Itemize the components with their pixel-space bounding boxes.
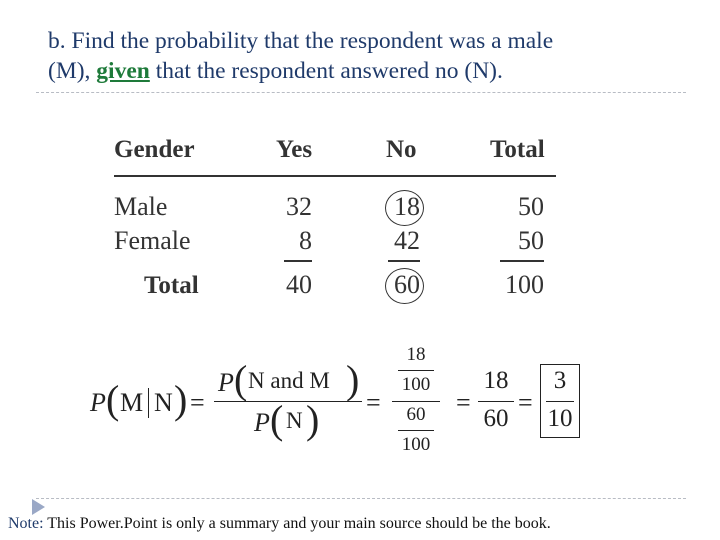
header-yes: Yes [276, 136, 313, 163]
given-bar [148, 388, 149, 418]
cell-male-no: 18 [394, 192, 420, 221]
title-line-2-post: that the respondent answered no (N). [149, 58, 503, 84]
cf-top-bar [398, 370, 434, 371]
title-line-2-pre: (M), [48, 58, 97, 84]
cell-male-yes: 32 [286, 192, 312, 221]
cell-total-total: 100 [505, 270, 544, 299]
footer-note-label: Note: [8, 515, 44, 532]
header-gender: Gender [114, 136, 195, 163]
cf-bottom-den: 100 [401, 434, 431, 455]
cf-main-bar [392, 401, 440, 402]
total-sum-underline [500, 260, 544, 262]
cell-female-yes: 8 [299, 226, 312, 255]
highlight-circle-male-no [385, 190, 424, 226]
given-keyword: given [96, 58, 150, 84]
numerator-p: P [218, 368, 234, 397]
equals-2: = [366, 388, 381, 417]
cf-top-num: 18 [406, 344, 426, 365]
lhs-open-paren: ( [106, 377, 120, 422]
simplified-den: 60 [483, 405, 509, 432]
answer-bar [546, 401, 574, 402]
denominator-p: P [254, 408, 270, 437]
cell-total-yes: 40 [286, 270, 312, 299]
equals-4: = [518, 388, 533, 417]
yes-sum-underline [284, 260, 312, 262]
cell-female-no: 42 [394, 226, 420, 255]
no-sum-underline [388, 260, 420, 262]
numerator-close-paren: ) [346, 357, 360, 402]
cf-bottom-bar [398, 430, 434, 431]
top-divider [36, 92, 686, 93]
cell-female-total: 50 [518, 226, 544, 255]
cell-male-total: 50 [518, 192, 544, 221]
slide-title [48, 26, 708, 86]
bottom-divider [36, 498, 686, 499]
lhs-close-paren: ) [174, 377, 188, 422]
cell-total-no: 60 [394, 270, 420, 299]
answer-num: 3 [553, 367, 567, 394]
title-line-1: b. Find the probability that the respondent was a male [48, 28, 554, 54]
cf-top-den: 100 [401, 374, 431, 395]
title-line-2 [48, 56, 708, 86]
bullet-triangle-icon [32, 499, 45, 515]
header-no: No [386, 136, 417, 163]
header-total: Total [490, 136, 545, 163]
answer-den: 10 [547, 405, 573, 432]
denominator-close-paren: ) [306, 397, 320, 442]
simplified-num: 18 [483, 367, 509, 394]
row-label-male: Male [114, 192, 168, 221]
lhs-m: M [120, 388, 144, 417]
row-label-female: Female [114, 226, 191, 255]
footer-note-text: This Power.Point is only a summary and your main source should be the book. [43, 515, 551, 532]
equals-3: = [456, 388, 471, 417]
equals-1: = [190, 388, 205, 417]
main-fraction-bar [214, 401, 362, 402]
header-rule [114, 175, 556, 177]
denominator-open-paren: ( [270, 397, 284, 442]
denominator-text: N [286, 408, 303, 433]
simplified-bar [478, 401, 514, 402]
lhs-p: P [90, 388, 106, 417]
highlight-circle-total-no [385, 268, 424, 304]
numerator-open-paren: ( [234, 357, 248, 402]
row-label-total: Total [144, 272, 199, 299]
cf-bottom-num: 60 [406, 404, 426, 425]
lhs-n: N [154, 388, 173, 417]
footer-note [8, 514, 720, 534]
numerator-text: N and M [248, 368, 330, 393]
